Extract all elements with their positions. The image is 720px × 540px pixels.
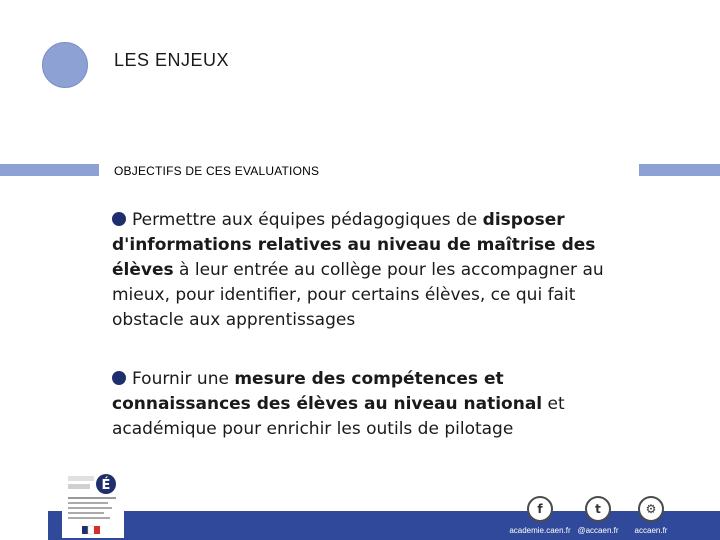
- svg-text:É: É: [101, 478, 111, 493]
- footer-social-dailymotion[interactable]: [606, 496, 696, 535]
- bullet-item-1: [112, 208, 612, 333]
- twitter-icon: t: [585, 496, 611, 522]
- title-circle-decoration: [42, 42, 88, 88]
- page-title: LES ENJEUX: [114, 50, 230, 70]
- bullet-item-2: [112, 367, 582, 442]
- bullet-1-strong: disposer d'informations relatives au niveau de maîtrise des élèves: [112, 210, 596, 280]
- bullet-1-text: Permettre aux équipes pédagogiques de: [132, 210, 483, 230]
- ministry-logo: [62, 470, 124, 538]
- dailymotion-label: accaen.fr: [634, 526, 668, 535]
- bullet-dot-icon: [112, 371, 126, 385]
- footer-logo-backdrop: [0, 511, 48, 540]
- bullet-2-text: Fournir une: [132, 369, 235, 389]
- bullet-2-strong: mesure des compétences et connaissances des élèves au niveau national: [112, 369, 543, 414]
- dailymotion-icon: ⚙: [638, 496, 664, 522]
- bullet-dot-icon: [112, 212, 126, 226]
- bullet-1-rest: à leur entrée au collège pour les accompagner au mieux, pour identifier, pour certains élèves, ce qui fait obstacle aux apprentissages: [112, 260, 604, 330]
- section-subtitle: OBJECTIFS DE CES EVALUATIONS: [114, 164, 320, 178]
- bullet-2-rest: et académique pour enrichir les outils de pilotage: [112, 394, 565, 439]
- twitter-label: @accaen.fr: [577, 526, 619, 535]
- left-accent-bar: [0, 164, 99, 176]
- right-accent-bar: [639, 164, 720, 176]
- facebook-label: academie.caen.fr: [509, 526, 571, 535]
- facebook-icon: f: [527, 496, 553, 522]
